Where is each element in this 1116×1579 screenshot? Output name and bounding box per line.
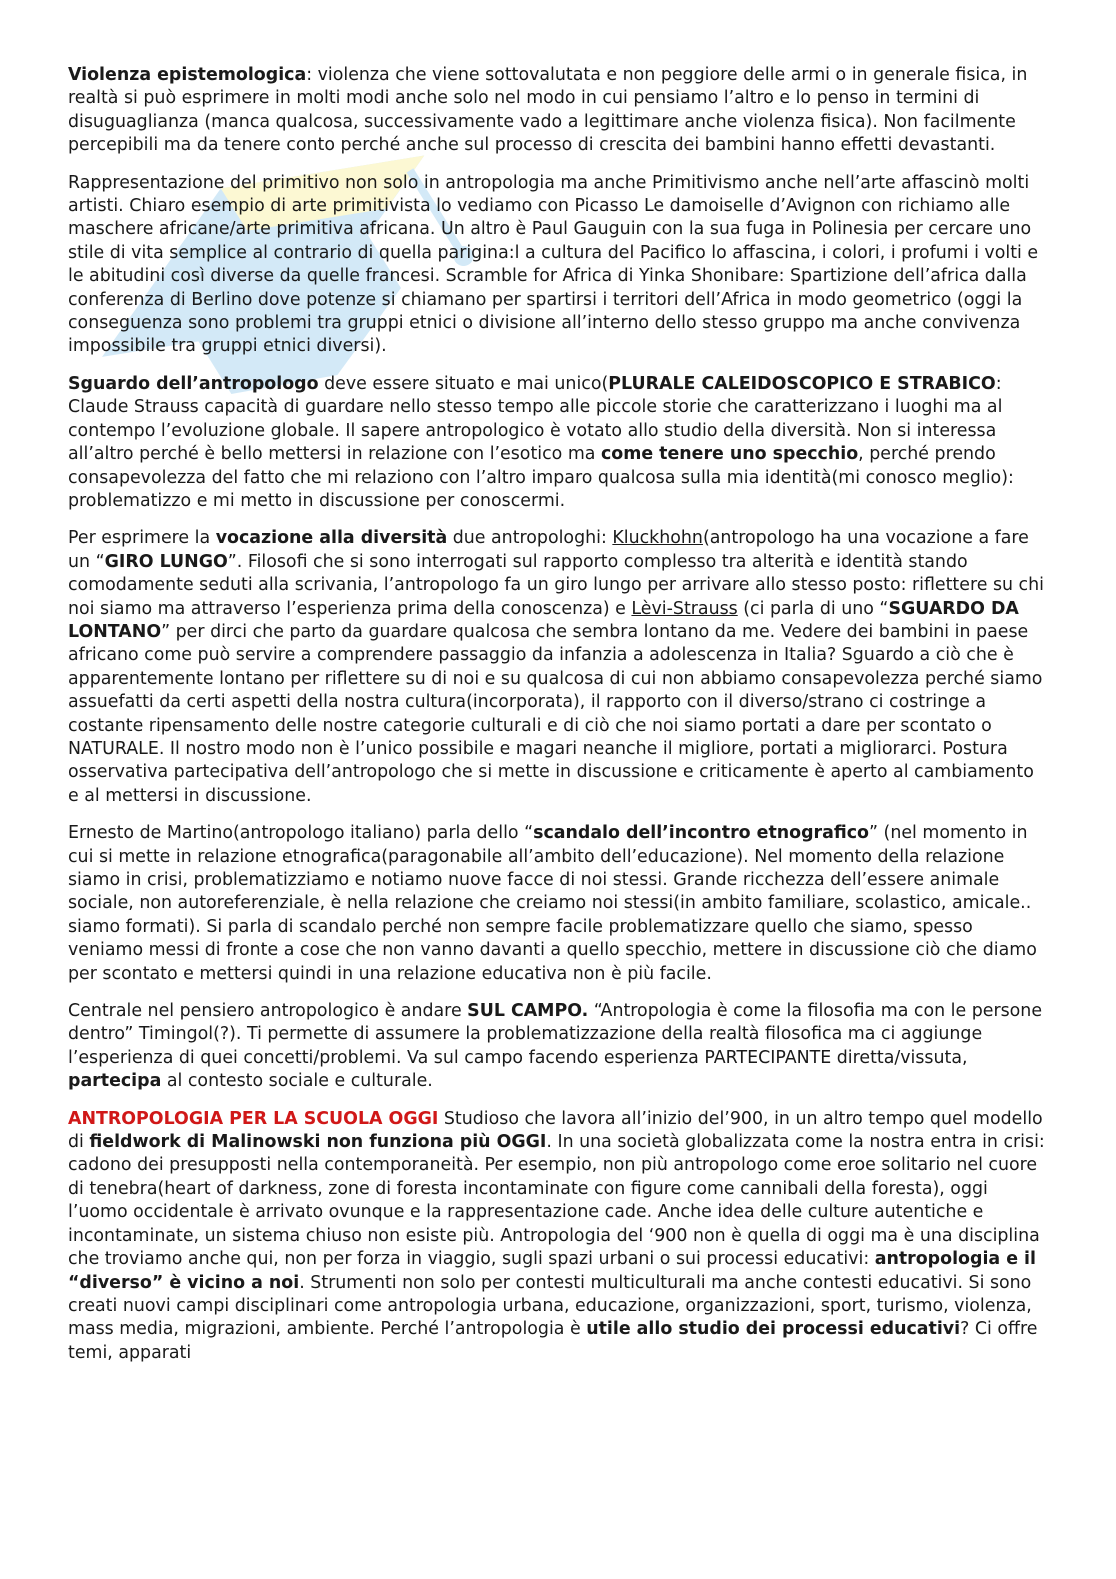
bold-text: scandalo dell’incontro etnografico bbox=[533, 823, 870, 844]
text-span: ” (nel momento in cui si mette in relazione etnografica(paragonabile all’ambito dell’educazione). Nel momento della relazione siamo in crisi, problematizziamo e notiamo nuove facce di noi stessi. Grande ricchezza dell’essere animale sociale, non autoreferenziale, è nella relazione che creiamo noi stessi(in ambito familiare, scolastico, amicale.. siamo formati). Si parla di scandalo perché non sempre facile problematizzare quello che siamo, spesso veniamo messi di fronte a cose che non vanno davanti a quello specchio, mettere in discussione ciò che diamo per scontato e mettersi quindi in una relazione educativa non è più facile. bbox=[68, 823, 1037, 984]
bold-text: partecipa bbox=[68, 1071, 162, 1092]
text-span: . Strumenti non solo per contesti multiculturali ma anche contesti educativi. Si sono creati nuovi campi disciplinari come antropologia urbana, educazione, organizzazioni, sport, turismo, violenza, mass media, migrazioni, ambiente. Perché l’antropologia è bbox=[68, 1272, 1032, 1340]
text-span: “Antropologia è come la filosofia ma con le persone dentro” Timingol(?). Ti permette di assumere la problematizzazione della realtà filosofica ma ci aggiunge l’esperienza di quei concetti/problemi. Va sul campo facendo esperienza PARTECIPANTE diretta/vissuta, bbox=[68, 1001, 1043, 1068]
underlined-name: Kluckhohn bbox=[612, 528, 703, 549]
text-span: Per esprimere la bbox=[68, 528, 216, 549]
bold-text: come tenere uno specchio bbox=[600, 444, 859, 465]
bold-text: antropologia e il “diverso” è vicino a noi bbox=[68, 1249, 1036, 1293]
text-span: due antropologhi: bbox=[447, 528, 613, 549]
text-span: Ernesto de Martino(antropologo italiano) parla dello “ bbox=[68, 823, 534, 844]
text-span: ” per dirci che parto da guardare qualcosa che sembra lontano da me. Vedere dei bambini in paese africano come può servire a comprendere passaggio da infanzia a adolescenza in Italia? Sguardo a ciò che è apparentemente lontano per riflettere su di noi e su qualcosa di cui non abbiamo consapevolezza perché siamo assuefatti da certi aspetti della nostra cultura(incorporata), il rapporto con il diverso/strano ci costringe a costante ripensamento delle nostre categorie culturali e di ciò che noi siamo portati a dare per scontato o NATURALE. Il nostro modo non è l’unico possibile e magari neanche il migliore, portati a migliorarci. Postura osservativa partecipativa dell’antropologo che si mette in discussione e criticamente è aperto al cambiamento e al mettersi in discussione. bbox=[68, 621, 1043, 806]
text-span: , perché prendo consapevolezza del fatto che mi relaziono con l’altro imparo qualcosa sulla mia identità(mi conosco meglio): problematizzo e mi metto in discussione per conoscermi. bbox=[68, 444, 1014, 511]
bold-text: fieldwork di Malinowski non funziona più OGGI bbox=[89, 1132, 547, 1153]
text-span: : violenza che viene sottovalutata e non peggiore delle armi o in generale fisica, in realtà si può esprimere in molti modi anche solo nel modo in cui pensiamo l’altro e lo penso in termini di disuguaglianza (manca qualcosa, successivamente vado a legittimare anche violenza fisica). Non facilmente percepibili ma da tenere conto perché anche sul processo di crescita dei bambini hanno effetti devastanti. bbox=[68, 65, 1028, 156]
bold-text: Sguardo dell’antropologo bbox=[68, 373, 319, 394]
section-heading: ANTROPOLOGIA PER LA SCUOLA OGGI bbox=[68, 1108, 439, 1129]
bold-text: SUL CAMPO. bbox=[467, 1001, 589, 1022]
paragraph bbox=[68, 1108, 1048, 1365]
paragraph bbox=[68, 822, 1048, 986]
text-span: : Claude Strauss capacità di guardare nello stesso tempo alle piccole storie che caratterizzano i luoghi ma al contempo l’evoluzione globale. Il sapere antropologico è votato allo studio della diversità. Non si interessa all’altro perché è bello mettersi in relazione con l’esotico ma bbox=[68, 373, 1003, 465]
text-span: Studioso che lavora all’inizio del’900, in un altro tempo quel modello di bbox=[68, 1108, 1043, 1153]
underlined-name: Lèvi-Strauss bbox=[631, 598, 738, 619]
paragraph bbox=[68, 64, 1048, 158]
bold-text: SGUARDO DA LONTANO bbox=[68, 598, 1019, 642]
bold-text: vocazione alla diversità bbox=[215, 528, 448, 549]
bold-text: GIRO LUNGO bbox=[104, 551, 228, 572]
text-span: al contesto sociale e culturale. bbox=[161, 1071, 433, 1092]
bold-text: Violenza epistemologica bbox=[68, 65, 307, 85]
text-span: Centrale nel pensiero antropologico è andare bbox=[68, 1001, 468, 1022]
text-span: (ci parla di uno “ bbox=[737, 598, 889, 619]
bold-text: utile allo studio dei processi educativi bbox=[586, 1319, 961, 1340]
text-span: deve essere situato e mai unico( bbox=[318, 373, 609, 394]
text-span: ? Ci offre temi, apparati bbox=[68, 1319, 1038, 1363]
text-span: ”. Filosofi che si sono interrogati sul rapporto complesso tra alterità e identità stando comodamente seduti alla scrivania, l’antropologo fa un giro lungo per arrivare allo stesso posto: riflettere su chi noi siamo ma attraverso l’esperienza prima della conoscenza) e bbox=[68, 551, 1044, 619]
paragraph bbox=[68, 1000, 1048, 1094]
document-body bbox=[68, 64, 1048, 1379]
paragraph bbox=[68, 373, 1048, 513]
text-span: Rappresentazione del primitivo non solo in antropologia ma anche Primitivismo anche nell’arte affascinò molti artisti. Chiaro esempio di arte primitivista lo vediamo con Picasso Le damoiselle d’Avignon con richiamo alle maschere africane/arte primitiva africana. Un altro è Paul Gauguin con la sua fuga in Polinesia per cercare uno stile di vita semplice al contrario di quella parigina:l a cultura del Pacifico lo affascina, i colori, i profumi i volti e le abitudini così diverse da quelle francesi. Scramble for Africa di Yinka Shonibare: Spartizione dell’africa dalla conferenza di Berlino dove potenze si chiamano per spartirsi i territori dell’Africa in modo geometrico (oggi la conseguenza sono problemi tra gruppi etnici o divisione all’interno dello stesso gruppo ma anche convivenza impossibile tra gruppi etnici diversi). bbox=[68, 172, 1039, 357]
text-span: . In una società globalizzata come la nostra entra in crisi: cadono dei presupposti nella contemporaneità. Per esempio, non più antropologo come eroe solitario nel cuore di tenebra(heart of darkness, zone di foresta incontaminate con figure come cannibali della foresta), oggi l’uomo occidentale è arrivato ovunque e la rappresentazione cade. Anche idea delle culture autentiche e incontaminate, un sistema chiuso non esiste più. Antropologia del ‘900 non è quella di oggi ma è una disciplina che troviamo anche qui, non per forza in viaggio, sugli spazi urbani o sui processi educativi: bbox=[68, 1132, 1045, 1270]
paragraph bbox=[68, 172, 1048, 359]
bold-text: PLURALE CALEIDOSCOPICO E STRABICO bbox=[608, 373, 996, 394]
paragraph bbox=[68, 527, 1048, 808]
text-span: (antropologo ha una vocazione a fare un “ bbox=[68, 528, 1029, 572]
